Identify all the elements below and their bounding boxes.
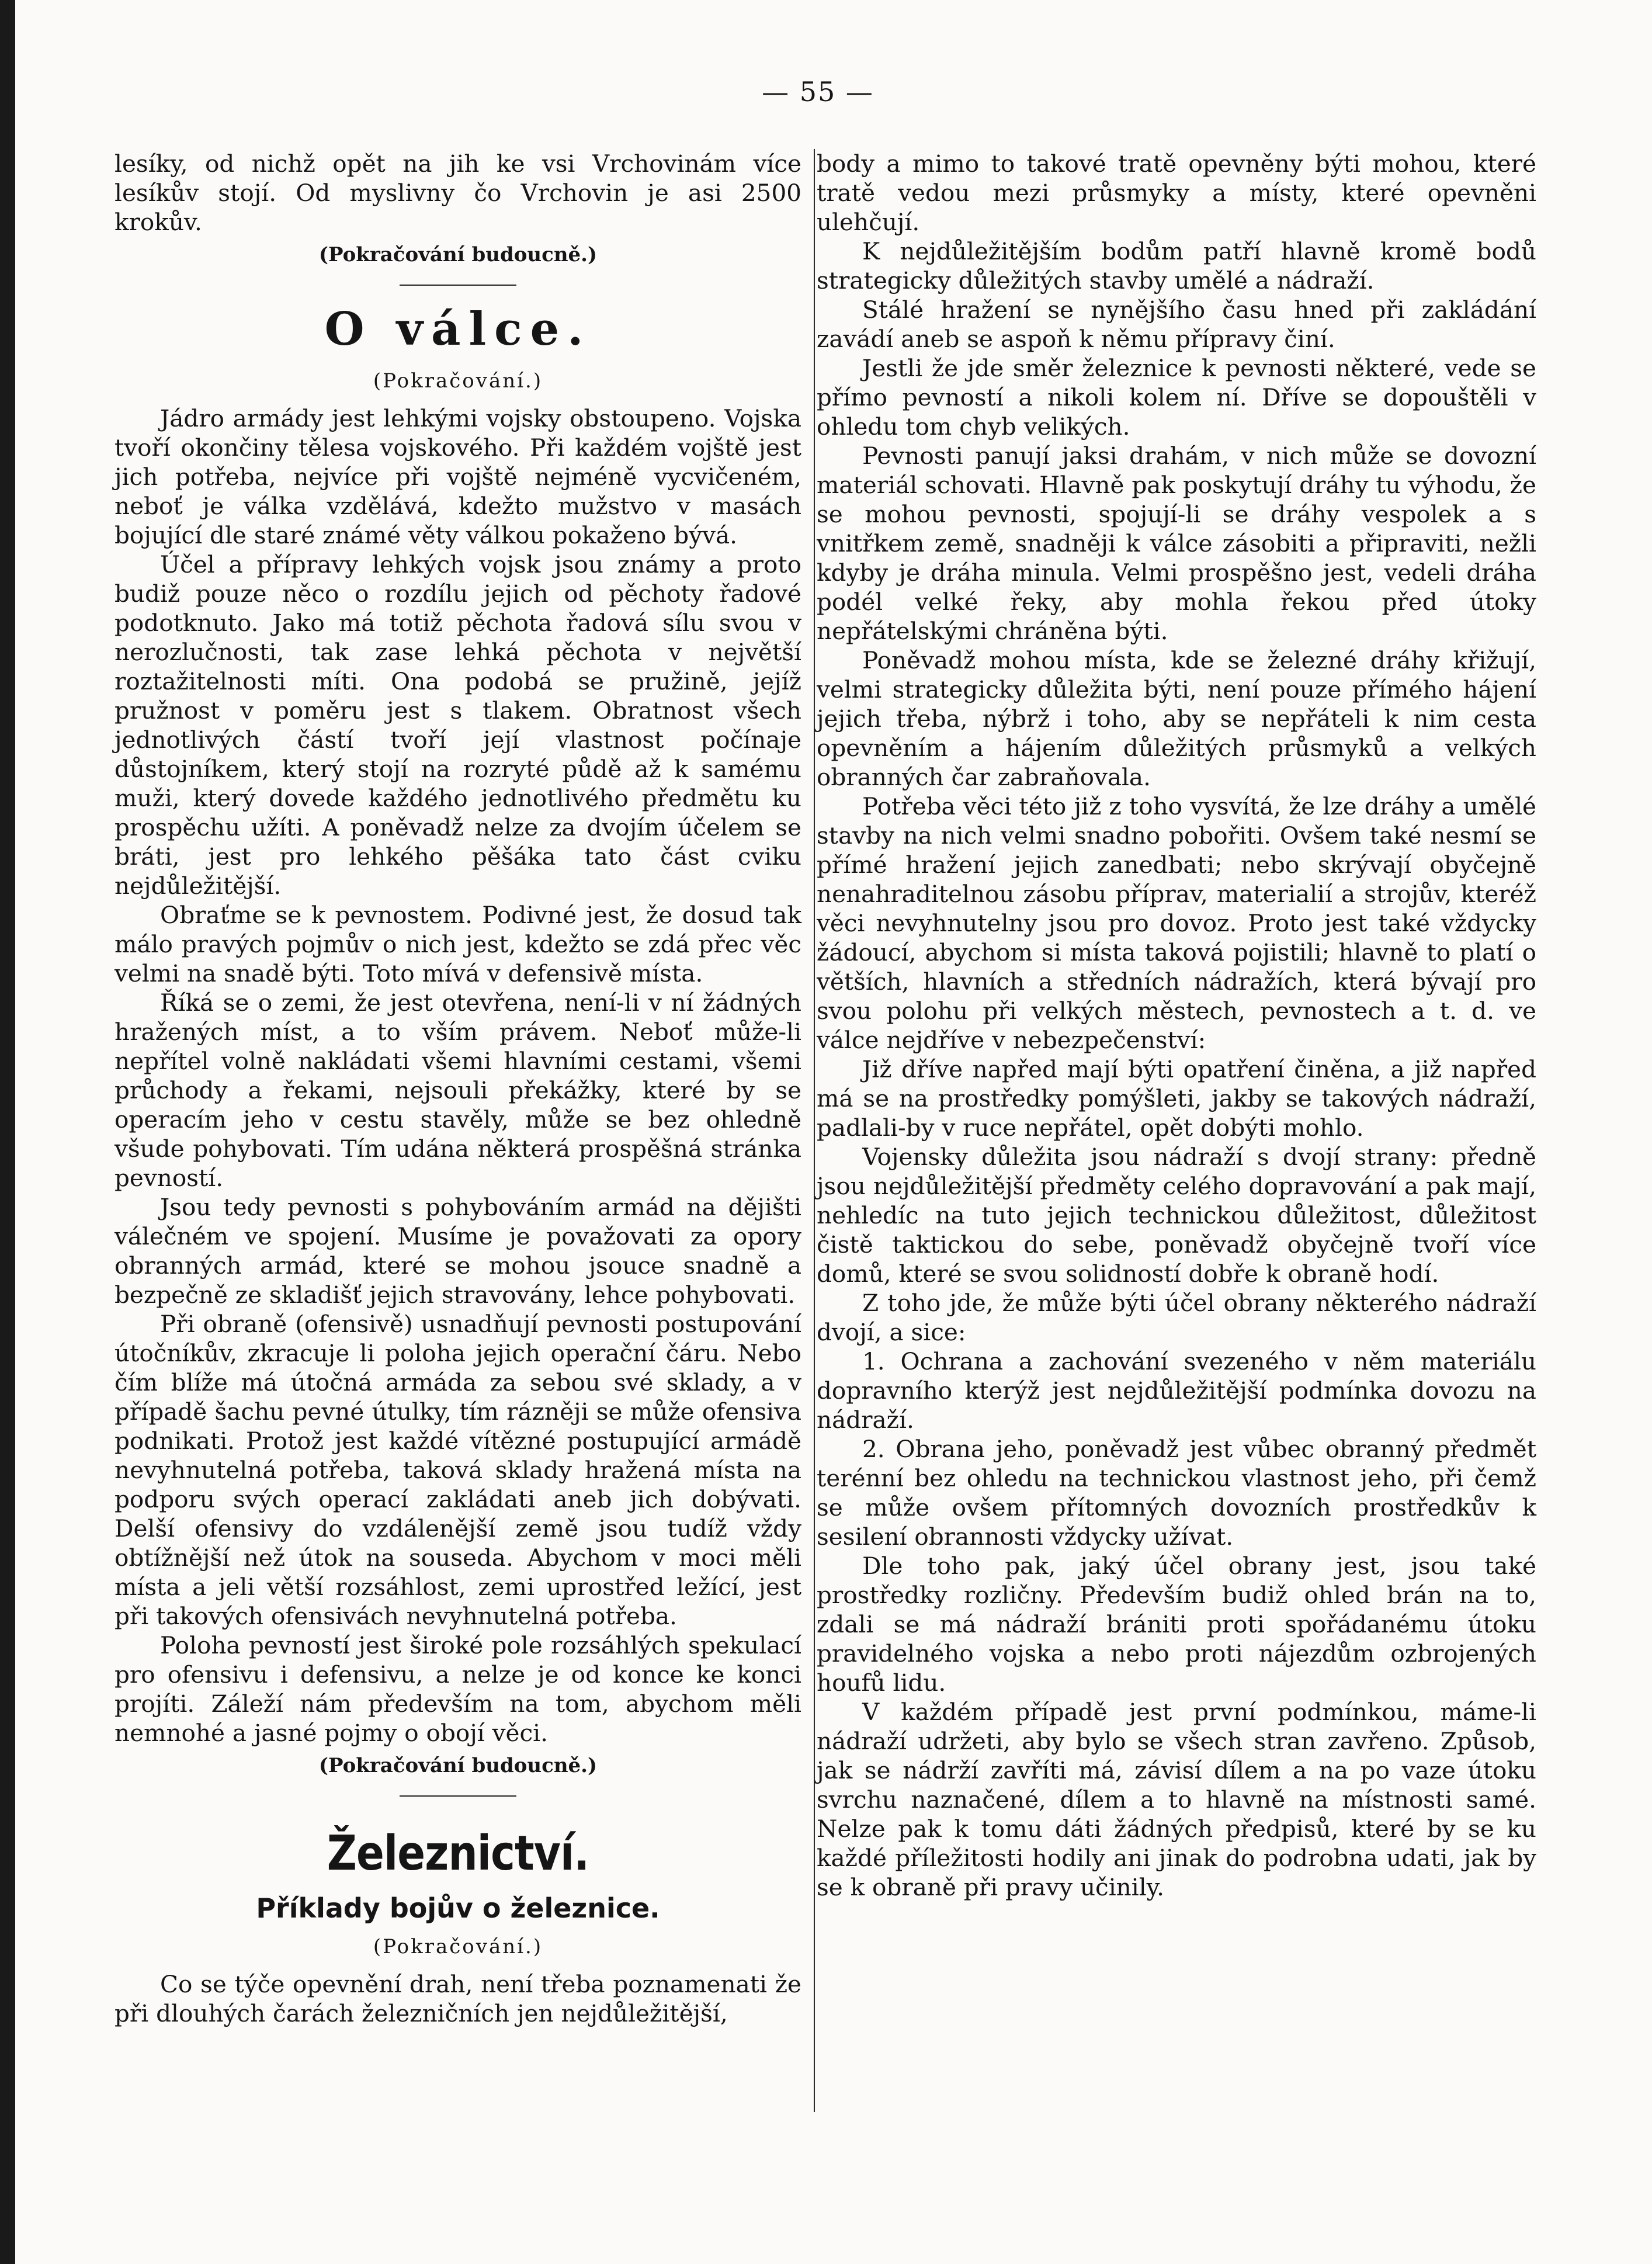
paragraph: Co se týče opevnění drah, není třeba poznamenati že při dlouhých čarách železničních jen nejdůležitější, (114, 1970, 801, 2027)
section-title: Železnictví. (327, 1826, 589, 1881)
paragraph: Účel a přípravy lehkých vojsk jsou známy a proto budiž pouze něco o rozdílu jejich od pěchoty řadové podotknuto. Jako má totiž pěchota řadová sílu svou v nerozlučnosti, tak zase lehká pěchota v největší roztažitelnosti míti. Ona podobá se pružině, jejíž pružnost v poměru jest s tlakem. Obratnost všech jednotlivých částí tvoří její vlastnost počínaje důstojníkem, který stojí na rozryté půdě až k samému muži, který dovede každého jednotlivého předmětu ku prospěchu užíti. A poněvadž nelze za dvojím účelem se bráti, jest pro lehkého pěšáka tato část cviku nejdůležitější. (114, 550, 801, 900)
page-edge-shadow (0, 0, 15, 2264)
paragraph: Poloha pevností jest široké pole rozsáhlých spekulací pro ofensivu i defensivu, a nelze je od konce ke konci projíti. Záleží nám především na tom, abychom měli nemnohé a jasné pojmy o obojí věci. (114, 1631, 801, 1747)
column-divider (814, 149, 815, 2112)
paragraph: Již dříve napřed mají býti opatření činěna, a již napřed má se na prostředky pomýšleti, jakby se takových nádraží, padlali-by v ruce nepřátel, opět dobýti mohlo. (817, 1055, 1536, 1142)
right-column (817, 149, 1536, 1902)
continuation-note: (Pokračování budoucně.) (318, 243, 598, 266)
paragraph: 1. Ochrana a zachování svezeného v něm materiálu dopravního kterýž jest nejdůležitější podmínka dovozu na nádraží. (817, 1347, 1536, 1434)
paragraph: Při obraně (ofensivě) usnadňují pevnosti postupování útočníkův, zkracuje li poloha jejich operační čáru. Nebo čím blíže má útočná armáda za sebou své sklady, a v případě šachu pevné útulky, tím rázněji se může ofensiva podnikati. Protož jest každé vítězné postupující armádě nevyhnutelná potřeba, taková sklady hražená místa na podporu svých operací zakládati aneb jich dobývati. Delší ofensivy do vzdálenější země jsou tudíž vždy obtížnější než útok na souseda. Abychom v moci měli místa a jeli větší rozsáhlost, zemi uprostřed ležící, jest při takových ofensivách nevyhnutelná potřeba. (114, 1310, 801, 1630)
paragraph: 2. Obrana jeho, poněvadž jest vůbec obranný předmět terénní bez ohledu na technickou vlastnost jeho, při čemž se může ovšem přítomných dovozních prostředkův k sesilení obrannosti vždycky užívat. (817, 1435, 1536, 1551)
article-title: O válce. (324, 303, 592, 356)
paragraph: Jádro armády jest lehkými vojsky obstoupeno. Vojska tvoří okončiny tělesa vojskového. Při každém vojště jest jich potřeba, nejvíce při vojště nejméně vycvičeném, neboť je válka vzdělává, kdežto mužstvo v masách bojující dle staré známé věty válkou pokaženo bývá. (114, 404, 801, 549)
left-column (114, 149, 801, 2028)
paragraph: Z toho jde, že může býti účel obrany některého nádraží dvojí, a sice: (817, 1289, 1536, 1346)
continuation-label: (Pokračování.) (373, 369, 543, 393)
intro-paragraph: lesíky, od nichž opět na jih ke vsi Vrchovinám více lesíkův stojí. Od myslivny čo Vrchovin je asi 2500 krokův. (114, 150, 801, 236)
paragraph: Dle toho pak, jaký účel obrany jest, jsou také prostředky rozličny. Především budiž ohled brán na to, zdali se má nádraží brániti proti spořádanému útoku pravidelného vojska a nebo proti nájezdům ozbrojených houfů lidu. (817, 1552, 1536, 1697)
page-number: — 55 — (762, 76, 874, 108)
paragraph: Říká se o zemi, že jest otevřena, není-li v ní žádných hražených míst, a to vším právem. Neboť může-li nepřítel volně nakládati všemi hlavními cestami, všemi průchody a řekami, nejsouli překážky, které by se operacím jeho v cestu stavěly, může se bez ohledně všude pohybovati. Tím udána některá prospěšná stránka pevností. (114, 989, 801, 1192)
paragraph: Jsou tedy pevnosti s pohybováním armád na dějišti válečném ve spojení. Musíme je považovati za opory obranných armád, které se mohou jsouce snadně a bezpečně ze skladišť jejich stravovány, lehce pohybovati. (114, 1193, 801, 1309)
paragraph: body a mimo to takové tratě opevněny býti mohou, které tratě vedou mezi průsmyky a místy, které opevněni ulehčují. (817, 150, 1536, 236)
paragraph: Poněvadž mohou místa, kde se železné dráhy křižují, velmi strategicky důležita býti, není pouze přímého hájení jejich třeba, nýbrž i toho, aby se nepřáteli k nim cesta opevněním a hájením důležitých průsmyků a velkých obranných čar zabraňovala. (817, 646, 1536, 791)
paragraph: V každém případě jest první podmínkou, máme-li nádraží udržeti, aby bylo se všech stran zavřeno. Způsob, jak se nádrží zavříti má, závisí dílem a na po vaze útoku svrchu naznačené, dílem a to hlavně na místnosti samé. Nelze pak k tomu dáti žádných předpisů, které by se ku každé příležitosti hodily ani jinak do podrobna udati, jak by se k obraně při pravy učinily. (817, 1698, 1536, 1901)
paragraph: K nejdůležitějším bodům patří hlavně kromě bodů strategicky důležitých stavby umělé a nádraží. (817, 237, 1536, 294)
paragraph: Obraťme se k pevnostem. Podivné jest, že dosud tak málo pravých pojmův o nich jest, kdežto se zdá přec věc velmi na snadě býti. Toto mívá v defensivě místa. (114, 901, 801, 987)
paragraph: Jestli že jde směr železnice k pevnosti některé, vede se přímo pevností a nikoli kolem ní. Dříve se dopouštěli v ohledu tom chyb velikých. (817, 354, 1536, 441)
paragraph: Pevnosti panují jaksi drahám, v nich může se dovozní materiál schovati. Hlavně pak poskytují dráhy tu výhodu, že se mohou pevnosti, spojují-li se dráhy vespolek a s vnitřkem země, snadněji k válce zásobiti a připraviti, nežli kdyby je dráha minula. Velmi prospěšno jest, vedeli dráha podél velké řeky, aby mohla řekou před útoky nepřátelskými chráněna býti. (817, 442, 1536, 645)
paragraph: Vojensky důležita jsou nádraží s dvojí strany: předně jsou nejdůležitější předměty celého dopravování a pak mají, nehledíc na tuto jejich technickou důležitost, důležitost čistě taktickou do sebe, poněvadž obyčejně tvoří více domů, které se svou solidností dobře k obraně hodí. (817, 1143, 1536, 1288)
section-rule (400, 285, 516, 286)
continuation-label: (Pokračování.) (373, 1935, 543, 1958)
section-rule (400, 1795, 516, 1797)
section-subtitle: Příklady bojův o železnice. (256, 1892, 660, 1924)
continuation-note: (Pokračování budoucně.) (318, 1754, 598, 1777)
paragraph: Potřeba věci této již z toho vysvítá, že lze dráhy a umělé stavby na nich velmi snadno pobořiti. Ovšem také nesmí se přímé hražení jejich zanedbati; nebo skrývají obyčejně nenahraditelnou zásobu příprav, materialií a strojův, kteréž věci nevyhnutelny jsou pro dovoz. Proto jest také vždycky žádoucí, abychom si místa taková pojistili; hlavně to platí o větších, hlavních a středních nádražích, která bývají pro svou polohu při velkých městech, pevnostech a t. d. ve válce nejdříve v nebezpečenství: (817, 792, 1536, 1054)
paragraph: Stálé hražení se nynějšího času hned při zakládání zavádí aneb se aspoň k němu přípravy činí. (817, 296, 1536, 353)
